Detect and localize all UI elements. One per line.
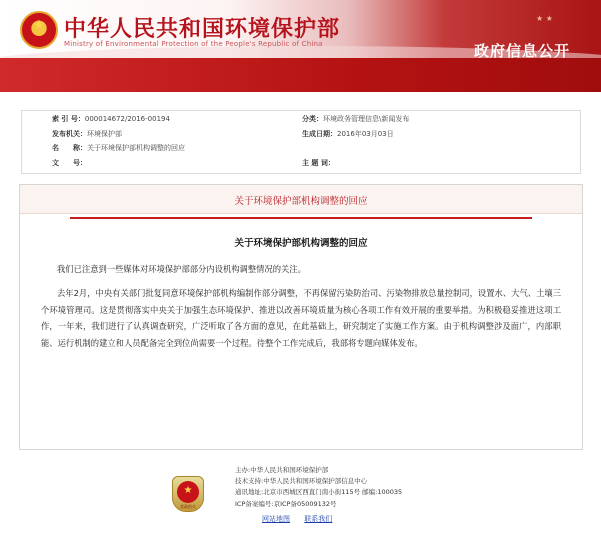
header-wave <box>0 58 601 92</box>
article-header-title: 关于环境保护部机构调整的回应 <box>234 196 368 207</box>
site-header <box>0 0 601 92</box>
party-government-badge-icon[interactable]: ★ 党政机关 <box>172 476 204 512</box>
decorative-stars-icon: ★ ★ <box>536 14 553 23</box>
footer-host: 主办:中华人民共和国环境保护部 <box>235 466 329 474</box>
index-value: 000014672/2016-00194 <box>84 115 170 123</box>
article-paragraph: 去年2月，中央有关部门批复同意环境保护部机构编制作部分调整，不再保留污染防治司、污染物排放总量控制司，设置水、大气、土壤三个环境管理司。这是贯彻落实中央关于加强生态环境保护、推进以改善环境质量为核心各项工作有效开展的重要举措。为积极稳妥推进这项工作，一年来，我们进行了认真调查研究，广泛听取了各方面的意见，在此基础上，研究制定了实施工作方案。由于机构调整涉及面广，内部职能、运行机制的建立和人员配备完全到位尚需要一个过程。待整个工作完成后，我部将专题向媒体发布。 <box>41 288 561 348</box>
meta-row <box>22 112 580 126</box>
site-footer <box>0 452 601 535</box>
category-label: 分类： <box>302 115 323 123</box>
site-title[interactable]: 中华人民共和国环境保护部 <box>64 16 341 42</box>
section-label: 政府信息公开 <box>474 42 571 60</box>
name-value: 关于环境保护部机构调整的回应 <box>87 144 185 152</box>
site-subtitle: Ministry of Environmental Protection of the People's Republic of China <box>64 40 323 48</box>
issuer-value: 环境保护部 <box>87 130 122 138</box>
date-label: 生成日期： <box>302 130 337 138</box>
sitemap-link[interactable]: 网站地图 <box>262 515 290 523</box>
footer-links <box>262 514 344 524</box>
article-header-bar <box>20 185 582 214</box>
article-panel <box>19 184 583 450</box>
footer-address: 通讯地址:北京市西城区西直门南小街115号 邮编:100035 <box>235 488 403 496</box>
docno-label: 文 号： <box>52 159 87 167</box>
red-divider <box>70 217 532 219</box>
article-paragraph: 我们已注意到一些媒体对环境保护部部分内设机构调整情况的关注。 <box>57 264 306 274</box>
subject-label: 主 题 词： <box>302 159 335 167</box>
article-title: 关于环境保护部机构调整的回应 <box>234 238 368 249</box>
document-meta-table <box>21 110 581 174</box>
badge-text: 党政机关 <box>180 504 196 509</box>
footer-icp: ICP备案编号:京ICP备05009132号 <box>235 500 337 508</box>
date-value: 2016年03月03日 <box>337 130 394 138</box>
meta-row <box>22 127 580 141</box>
contact-link[interactable]: 联系我们 <box>304 515 333 523</box>
category-value: 环境政务管理信息\新闻发布 <box>323 115 410 123</box>
national-emblem-icon[interactable]: ★ <box>20 11 58 49</box>
issuer-label: 发布机关： <box>52 130 87 138</box>
footer-support: 技术支持:中华人民共和国环境保护部信息中心 <box>235 477 368 485</box>
index-label: 索 引 号： <box>52 115 85 123</box>
meta-row <box>22 156 580 170</box>
name-label: 名 称： <box>52 144 87 152</box>
meta-row <box>22 141 580 155</box>
